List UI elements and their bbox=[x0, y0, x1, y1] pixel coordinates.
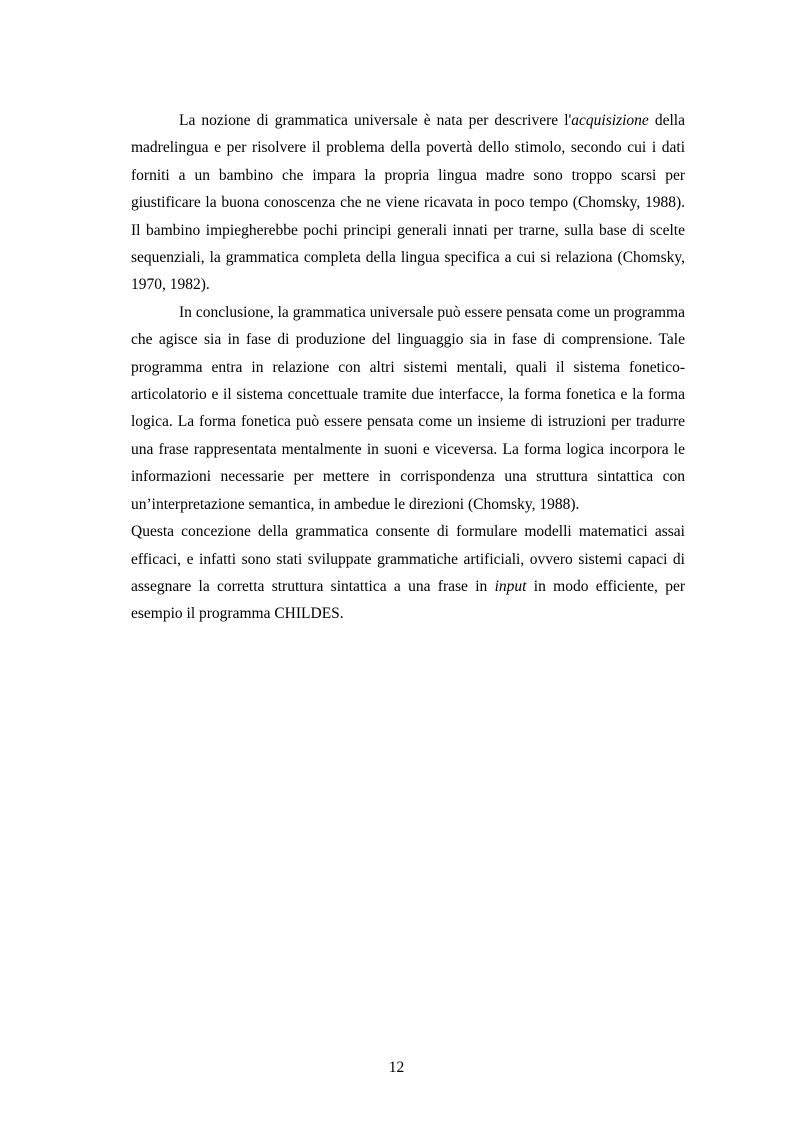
paragraph-universal-grammar-acquisition bbox=[131, 107, 685, 299]
text-segment: La nozione di grammatica universale è nata per descrivere l' bbox=[179, 112, 572, 129]
text-segment-italic: acquisizione bbox=[571, 112, 649, 129]
paragraph-grammar-conception bbox=[131, 518, 685, 628]
text-segment: In conclusione, la grammatica universale può essere pensata come un programma che agisce sia in fase di produzione del linguaggio sia in fase di comprensione. Tale programma entra in relazione con altri sistemi mentali, quali il sistema fonetico-articolatorio e il sistema concettuale tramite due interfacce, la forma fonetica e la forma logica. La forma fonetica può essere pensata come un insieme di istruzioni per tradurre una frase rappresentata mentalmente in suoni e viceversa. La forma logica incorpora le informazioni necessarie per mettere in corrispondenza una struttura sintattica con un’interpretazione semantica, in ambedue le direzioni (Chomsky, 1988). bbox=[131, 303, 685, 513]
paragraph-conclusion bbox=[131, 299, 685, 518]
text-segment: della madrelingua e per risolvere il problema della povertà dello stimolo, secondo cui i dati forniti a un bambino che impara la propria lingua madre sono troppo scarsi per giustificare la buona conoscenza che ne viene ricavata in poco tempo (Chomsky, 1988). Il bambino impiegherebbe pochi principi generali innati per trarne, sulla base di scelte sequenziali, la grammatica completa della lingua specifica a cui si relaziona (Chomsky, 1970, 1982). bbox=[131, 112, 685, 294]
document-body bbox=[131, 107, 685, 628]
text-segment: in modo efficiente, per esempio il programma CHILDES. bbox=[131, 577, 685, 623]
text-segment: Questa concezione della grammatica consente di formulare modelli matematici assai efficaci, e infatti sono stati sviluppate grammatiche artificiali, ovvero sistemi capaci di assegnare la corretta struttura sintattica a una frase in bbox=[131, 523, 685, 595]
page-number: 12 bbox=[388, 1059, 405, 1076]
text-segment-italic: input bbox=[494, 577, 527, 595]
